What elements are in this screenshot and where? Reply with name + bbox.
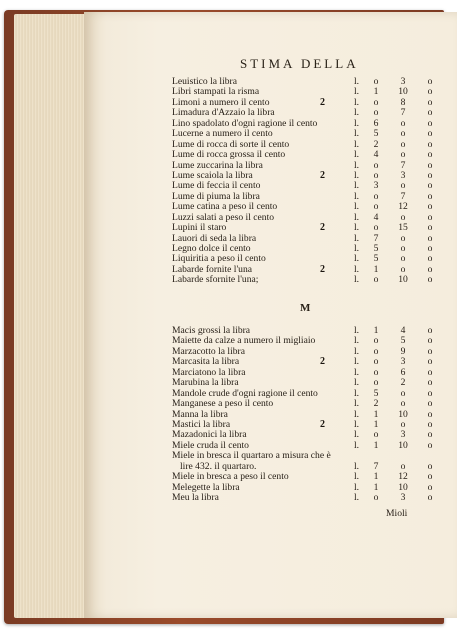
- row-name: Miele in bresca a peso il cento: [172, 471, 289, 483]
- row-v1: 1: [373, 263, 379, 275]
- row-unit: l.: [354, 149, 360, 161]
- row-v3: o: [427, 180, 433, 192]
- marginal-mark: 2: [320, 96, 325, 108]
- row-name: Lucerne a numero il cento: [172, 128, 273, 140]
- row-unit: l.: [354, 190, 360, 202]
- row-name: Mandole crude d'ogni ragione il cento: [172, 387, 318, 399]
- row-v2: 10: [398, 408, 408, 420]
- row-v2: o: [400, 387, 406, 399]
- row-v2: o: [400, 149, 406, 161]
- row-name: Limadura d'Azzaio la libra: [172, 107, 275, 119]
- row-v2: 3: [400, 76, 406, 87]
- row-v2: o: [400, 460, 406, 472]
- row-name: Manna la libra: [172, 408, 228, 420]
- row-v1: o: [373, 429, 379, 441]
- row-name: Marciatono la libra: [172, 366, 246, 378]
- price-row: [172, 399, 442, 409]
- row-v3: o: [427, 117, 433, 129]
- row-name: Lume di rocca di sorte il cento: [172, 138, 290, 150]
- row-unit: l.: [354, 253, 360, 265]
- row-v3: o: [427, 274, 433, 286]
- row-v2: 10: [398, 481, 408, 493]
- marginal-mark: 2: [320, 263, 325, 275]
- row-v1: o: [373, 76, 379, 87]
- page-edges: [14, 14, 84, 618]
- price-row: [172, 275, 442, 285]
- row-v3: o: [427, 387, 433, 399]
- row-unit: l.: [354, 366, 360, 378]
- row-v3: o: [427, 211, 433, 223]
- row-v1: 1: [373, 418, 379, 430]
- row-v2: 7: [400, 190, 406, 202]
- row-name: Lume di piuma la libra: [172, 190, 260, 202]
- catchword: Mioli: [386, 508, 408, 519]
- price-row: [172, 150, 442, 160]
- row-v3: o: [427, 377, 433, 389]
- row-name: Limoni a numero il cento: [172, 96, 270, 108]
- row-unit: l.: [354, 460, 360, 472]
- row-v3: o: [427, 107, 433, 119]
- row-unit: l.: [354, 439, 360, 451]
- row-unit: l.: [354, 232, 360, 244]
- row-v2: 3: [400, 169, 406, 181]
- row-v2: 12: [398, 471, 408, 483]
- row-v3: o: [427, 398, 433, 410]
- price-row: [172, 223, 442, 233]
- row-unit: l.: [354, 138, 360, 150]
- row-v3: o: [427, 460, 433, 472]
- section-letter: M: [300, 302, 311, 314]
- row-v1: o: [373, 107, 379, 119]
- row-unit: l.: [354, 471, 360, 483]
- row-v1: 1: [373, 86, 379, 98]
- row-name: Marubina la libra: [172, 377, 239, 389]
- row-v3: o: [427, 492, 433, 503]
- row-v1: 7: [373, 232, 379, 244]
- price-list-L: [172, 77, 442, 286]
- row-name: Leuistico la libra: [172, 76, 238, 87]
- row-v3: o: [427, 366, 433, 378]
- row-v3: o: [427, 149, 433, 161]
- row-v2: o: [400, 180, 406, 192]
- row-v3: o: [427, 429, 433, 441]
- row-unit: l.: [354, 345, 360, 357]
- row-v1: 5: [373, 128, 379, 140]
- row-v3: o: [427, 190, 433, 202]
- row-v1: 4: [373, 149, 379, 161]
- row-v2: o: [400, 243, 406, 254]
- row-v1: o: [373, 345, 379, 357]
- row-unit: l.: [354, 159, 360, 171]
- row-unit: l.: [354, 96, 360, 108]
- row-name: Lauori di seda la libra: [172, 232, 257, 244]
- row-v2: 3: [400, 429, 406, 441]
- row-name: Libri stampati la risma: [172, 86, 260, 98]
- row-name: Macis grossi la libra: [172, 325, 251, 336]
- row-v1: o: [373, 356, 379, 368]
- row-unit: l.: [354, 107, 360, 119]
- row-v3: o: [427, 408, 433, 420]
- row-name: Legno dolce il cento: [172, 243, 251, 254]
- row-v1: o: [373, 377, 379, 389]
- marginal-mark: 2: [320, 356, 325, 368]
- row-name: Maiette da calze a numero il migliaio: [172, 335, 316, 347]
- row-v1: o: [373, 169, 379, 181]
- row-unit: l.: [354, 325, 360, 336]
- row-v2: 7: [400, 159, 406, 171]
- row-v3: o: [427, 169, 433, 181]
- row-name: Labarde sfornite l'una;: [172, 274, 259, 286]
- row-v3: o: [427, 232, 433, 244]
- row-v3: o: [427, 263, 433, 275]
- row-unit: l.: [354, 377, 360, 389]
- row-v1: 4: [373, 211, 379, 223]
- row-v1: 7: [373, 460, 379, 472]
- row-v1: 5: [373, 253, 379, 265]
- row-v2: 8: [400, 96, 406, 108]
- row-v1: 1: [373, 471, 379, 483]
- row-v1: 5: [373, 243, 379, 254]
- row-unit: l.: [354, 76, 360, 87]
- row-v1: 1: [373, 408, 379, 420]
- row-v2: 2: [400, 377, 406, 389]
- marginal-mark: 2: [320, 169, 325, 181]
- row-unit: l.: [354, 335, 360, 347]
- row-v2: o: [400, 398, 406, 410]
- row-v3: o: [427, 128, 433, 140]
- page-header: STIMA DELLA: [240, 56, 359, 71]
- row-v2: 10: [398, 439, 408, 451]
- row-v3: o: [427, 481, 433, 493]
- row-unit: l.: [354, 408, 360, 420]
- row-name: Lume di rocca grossa il cento: [172, 149, 286, 161]
- row-v3: o: [427, 201, 433, 213]
- row-v3: o: [427, 439, 433, 451]
- row-v1: 3: [373, 180, 379, 192]
- row-v1: o: [373, 492, 379, 503]
- row-unit: l.: [354, 86, 360, 98]
- row-v2: o: [400, 211, 406, 223]
- row-unit: l.: [354, 429, 360, 441]
- row-v3: o: [427, 76, 433, 87]
- row-v3: o: [427, 471, 433, 483]
- row-v2: o: [400, 138, 406, 150]
- row-unit: l.: [354, 243, 360, 254]
- row-v2: o: [400, 128, 406, 140]
- row-unit: l.: [354, 180, 360, 192]
- row-v2: 5: [400, 335, 406, 347]
- row-unit: l.: [354, 169, 360, 181]
- row-v3: o: [427, 96, 433, 108]
- marginal-mark: 2: [320, 222, 325, 234]
- row-v1: 5: [373, 387, 379, 399]
- row-v3: o: [427, 86, 433, 98]
- row-name: Mazadonici la libra: [172, 429, 247, 441]
- row-v1: 1: [373, 481, 379, 493]
- row-name: Marzacotto la libra: [172, 345, 245, 357]
- price-row: [172, 472, 442, 482]
- row-v2: 7: [400, 107, 406, 119]
- row-v3: o: [427, 418, 433, 430]
- row-unit: l.: [354, 398, 360, 410]
- row-v1: 2: [373, 138, 379, 150]
- row-unit: l.: [354, 481, 360, 493]
- row-name: Lume zuccarina la libra: [172, 159, 263, 171]
- row-v1: o: [373, 335, 379, 347]
- row-v2: 4: [400, 325, 406, 336]
- row-v2: 3: [400, 356, 406, 368]
- marginal-mark: 2: [320, 418, 325, 430]
- row-v2: 3: [400, 492, 406, 503]
- row-v2: o: [400, 253, 406, 265]
- row-unit: l.: [354, 356, 360, 368]
- row-v2: o: [400, 117, 406, 129]
- row-v1: 6: [373, 117, 379, 129]
- row-v3: o: [427, 325, 433, 336]
- row-name: Miele cruda il cento: [172, 439, 249, 451]
- row-unit: l.: [354, 274, 360, 286]
- row-v1: o: [373, 190, 379, 202]
- row-v1: o: [373, 222, 379, 234]
- row-unit: l.: [354, 117, 360, 129]
- row-v3: o: [427, 253, 433, 265]
- row-v2: 12: [398, 201, 408, 213]
- row-v3: o: [427, 345, 433, 357]
- row-v2: o: [400, 418, 406, 430]
- row-v3: o: [427, 222, 433, 234]
- row-v3: o: [427, 159, 433, 171]
- row-name: Lupini il staro: [172, 222, 227, 234]
- row-name: lire 432. il quartaro.: [180, 460, 257, 472]
- row-unit: l.: [354, 201, 360, 213]
- row-v1: o: [373, 201, 379, 213]
- row-name: Labarde fornite l'una: [172, 263, 253, 275]
- row-name: Liquiritia a peso il cento: [172, 253, 266, 265]
- row-unit: l.: [354, 222, 360, 234]
- row-v3: o: [427, 243, 433, 254]
- row-v2: 10: [398, 274, 408, 286]
- row-v1: o: [373, 366, 379, 378]
- row-name: Luzzi salati a peso il cento: [172, 211, 275, 223]
- row-unit: l.: [354, 128, 360, 140]
- row-unit: l.: [354, 492, 360, 503]
- row-name: Lume scaiola la libra: [172, 169, 253, 181]
- row-v1: o: [373, 159, 379, 171]
- row-v2: 9: [400, 345, 406, 357]
- row-v2: o: [400, 232, 406, 244]
- row-name: Lume di feccia il cento: [172, 180, 261, 192]
- row-v1: o: [373, 96, 379, 108]
- row-v1: o: [373, 274, 379, 286]
- row-v3: o: [427, 335, 433, 347]
- row-v2: 6: [400, 366, 406, 378]
- row-v1: 1: [373, 439, 379, 451]
- row-name: Lino spadolato d'ogni ragione il cento: [172, 117, 318, 129]
- row-v3: o: [427, 356, 433, 368]
- row-v2: 10: [398, 86, 408, 98]
- row-name: Miele in bresca il quartaro a misura che è: [172, 450, 331, 462]
- row-v2: 15: [398, 222, 408, 234]
- row-unit: l.: [354, 263, 360, 275]
- row-name: Meu la libra: [172, 492, 219, 503]
- row-v2: o: [400, 263, 406, 275]
- row-name: Manganese a peso il cento: [172, 398, 274, 410]
- price-row: [172, 493, 442, 503]
- row-unit: l.: [354, 211, 360, 223]
- row-v3: o: [427, 138, 433, 150]
- row-unit: l.: [354, 418, 360, 430]
- row-unit: l.: [354, 387, 360, 399]
- row-v1: 1: [373, 325, 379, 336]
- price-list-M: [172, 326, 442, 503]
- row-v1: 2: [373, 398, 379, 410]
- row-name: Melegette la libra: [172, 481, 240, 493]
- row-name: Marcasita la libra: [172, 356, 240, 368]
- row-name: Mastici la libra: [172, 418, 231, 430]
- row-name: Lume catina a peso il cento: [172, 201, 278, 213]
